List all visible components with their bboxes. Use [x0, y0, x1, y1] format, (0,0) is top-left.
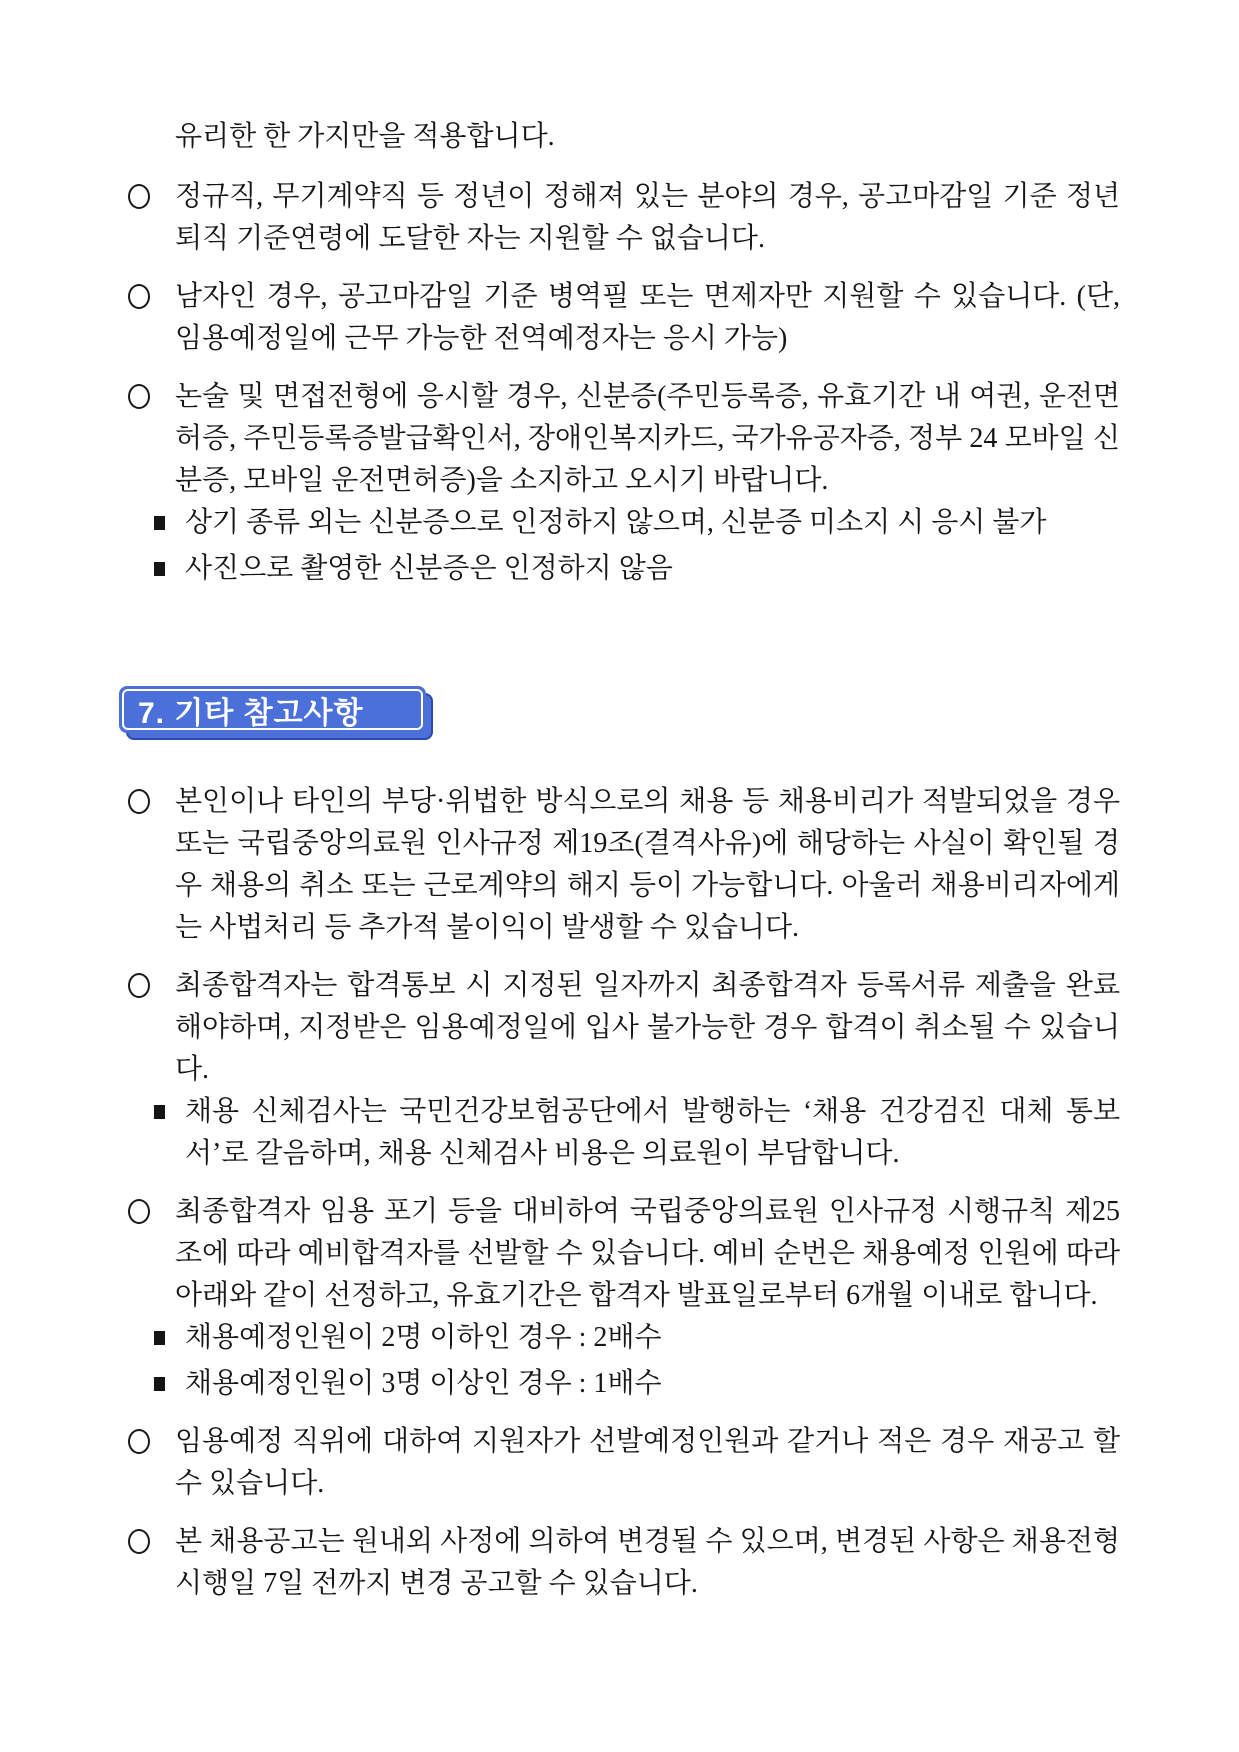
square-bullet-icon [154, 562, 165, 576]
circle-bullet-icon [128, 1199, 150, 1224]
bullet-item [128, 1521, 1120, 1605]
bullet-item [128, 376, 1120, 502]
section-title: 7. 기타 참고사항 [138, 696, 364, 730]
bullet-text: 최종합격자 임용 포기 등을 대비하여 국립중앙의료원 인사규정 시행규칙 제25조에 따라 예비합격자를 선발할 수 있습니다. 예비 순번은 채용예정 인원에 따라 아래와 같이 선정하고, 유효기간은 합격자 발표일로부터 6개월 이내로 합니다. [175, 1196, 1120, 1311]
circle-bullet-icon [128, 184, 150, 209]
bullet-item [128, 965, 1120, 1091]
bullet-text: 최종합격자는 합격통보 시 지정된 일자까지 최종합격자 등록서류 제출을 완료해야하며, 지정받은 임용예정일에 입사 불가능한 경우 합격이 취소될 수 있습니다. [175, 970, 1120, 1085]
bullet-text: 본인이나 타인의 부당·위법한 방식으로의 채용 등 채용비리가 적발되었을 경우 또는 국립중앙의료원 인사규정 제19조(결격사유)에 해당하는 사실이 확인될 경우 채용의 취소 또는 근로계약의 해지 등이 가능합니다. 아울러 채용비리자에게는 사법처리 등 추가적 불이익이 발생할 수 있습니다. [175, 786, 1120, 943]
circle-bullet-icon [128, 1529, 150, 1554]
bullet-text: 임용예정 직위에 대하여 지원자가 선발예정인원과 같거나 적은 경우 재공고 할 수 있습니다. [175, 1426, 1120, 1499]
bullet-text: 논술 및 면접전형에 응시할 경우, 신분증(주민등록증, 유효기간 내 여권, 운전면허증, 주민등록증발급확인서, 장애인복지카드, 국가유공자증, 정부 24 모바일 신분증, 모바일 운전면허증)을 소지하고 오시기 바랍니다. [175, 381, 1120, 496]
circle-bullet-icon [128, 973, 150, 998]
sub-bullet-text: 채용예정인원이 3명 이상인 경우 : 1배수 [185, 1368, 662, 1399]
circle-bullet-icon [128, 384, 150, 409]
circle-bullet-icon [128, 284, 150, 309]
bullet-item [128, 1191, 1120, 1317]
circle-bullet-icon [128, 789, 150, 814]
sub-bullet-text: 채용 신체검사는 국민건강보험공단에서 발행하는 ‘채용 건강검진 대체 통보서’로 갈음하며, 채용 신체검사 비용은 의료원이 부담합니다. [185, 1096, 1120, 1169]
bullet-item [128, 1421, 1120, 1505]
sub-bullet-text: 채용예정인원이 2명 이하인 경우 : 2배수 [185, 1322, 662, 1353]
continuation-text: 유리한 한 가지만을 적용합니다. [175, 121, 555, 152]
square-bullet-icon [154, 1105, 165, 1119]
sub-bullet-text: 사진으로 촬영한 신분증은 인정하지 않음 [185, 553, 673, 584]
sub-bullet-item [128, 1363, 1120, 1405]
bullet-item [128, 276, 1120, 360]
sub-bullet-item [128, 502, 1120, 544]
bullet-text: 본 채용공고는 원내외 사정에 의하여 변경될 수 있으며, 변경된 사항은 채용전형 시행일 7일 전까지 변경 공고할 수 있습니다. [175, 1526, 1120, 1599]
sub-bullet-item [128, 548, 1120, 590]
section-header [119, 686, 435, 741]
sub-bullet-item [128, 1317, 1120, 1359]
bullet-text: 남자인 경우, 공고마감일 기준 병역필 또는 면제자만 지원할 수 있습니다. (단, 임용예정일에 근무 가능한 전역예정자는 응시 가능) [175, 281, 1120, 354]
section-header-inner-border [122, 689, 423, 730]
square-bullet-icon [154, 1377, 165, 1391]
bullet-text: 정규직, 무기계약직 등 정년이 정해져 있는 분야의 경우, 공고마감일 기준 정년퇴직 기준연령에 도달한 자는 지원할 수 없습니다. [175, 181, 1120, 254]
square-bullet-icon [154, 1331, 165, 1345]
circle-bullet-icon [128, 1429, 150, 1454]
sub-bullet-item [128, 1091, 1120, 1175]
bullet-item [128, 176, 1120, 260]
sub-bullet-text: 상기 종류 외는 신분증으로 인정하지 않으며, 신분증 미소지 시 응시 불가 [185, 507, 1047, 538]
square-bullet-icon [154, 516, 165, 530]
bullet-item [128, 781, 1120, 949]
section-header-box [119, 686, 426, 733]
